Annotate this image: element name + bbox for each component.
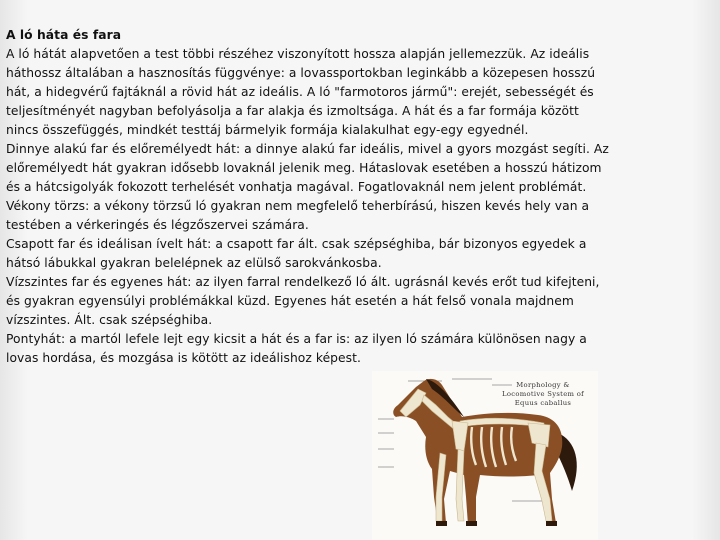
paragraph-intro: A ló hátát alapvetően a test többi részéhez viszonyított hossza alapján jellemezzük. Az ideális háthossz általában a hasznosítás függvénye: a lovassportokban leginkább a közepesen hosszú hát, a hidegvérű fajtáknál a rövid hát az ideális. A ló "farmotoros jármű": erejét, sebességét és teljesítményét nagyban befolyásolja a far alakja és izmoltsága. A hát és a far formája között nincs összefüggés, mindkét testtáj bármelyik formája kialakulhat egy-egy egyednél. (6, 47, 596, 137)
paragraph-dinnye-far: Dinnye alakú far és előremélyedt hát: a dinnye alakú far ideális, mivel a gyors mozgást segíti. Az előremélyedt hát gyakran idősebb lovaknál jelenik meg. Hátaslovak esetében a hosszú hátizom és a hátcsigolyák fokozott terhelését vonhatja magával. Fogatlovaknál nem jelent problémát. (6, 142, 609, 194)
slide-text (6, 26, 612, 368)
figure-title-line-3: Equus caballus (514, 399, 572, 407)
paragraph-vekony-torzs: Vékony törzs: a vékony törzsű ló gyakran nem megfelelő teherbírású, hiszen kevés hely van a testében a vérkeringés és légzőszervei számára. (6, 199, 590, 232)
paragraph-pontyhat: Pontyhát: a martól lefele lejt egy kicsit a hát és a far is: az ilyen ló számára különösen nagy a lovas hordása, és mozgása is kötött az ideálishoz képest. (6, 332, 587, 365)
paragraph-csapott-far: Csapott far és ideálisan ívelt hát: a csapott far ált. csak szépséghiba, bár bizonyos egyedek a hátsó lábukkal gyakran belelépnek az elülső sarokvánkosba. (6, 237, 587, 270)
slide-title: A ló háta és fara (6, 28, 122, 42)
hooves (436, 521, 557, 526)
figure-title-line-2: Locomotive System of (502, 390, 584, 398)
horse-skeleton-illustration (372, 371, 598, 540)
figure-title-line-1: Morphology & (516, 381, 570, 389)
paragraph-vizszintes-far: Vízszintes far és egyenes hát: az ilyen farral rendelkező ló ált. ugrásnál kevés erőt tud kifejteni, és gyakran egyensúlyi problémákkal küzd. Egyenes hát esetén a hát felső vonala majdnem vízszintes. Ált. csak szépséghiba. (6, 275, 600, 327)
figure-title (498, 381, 588, 408)
